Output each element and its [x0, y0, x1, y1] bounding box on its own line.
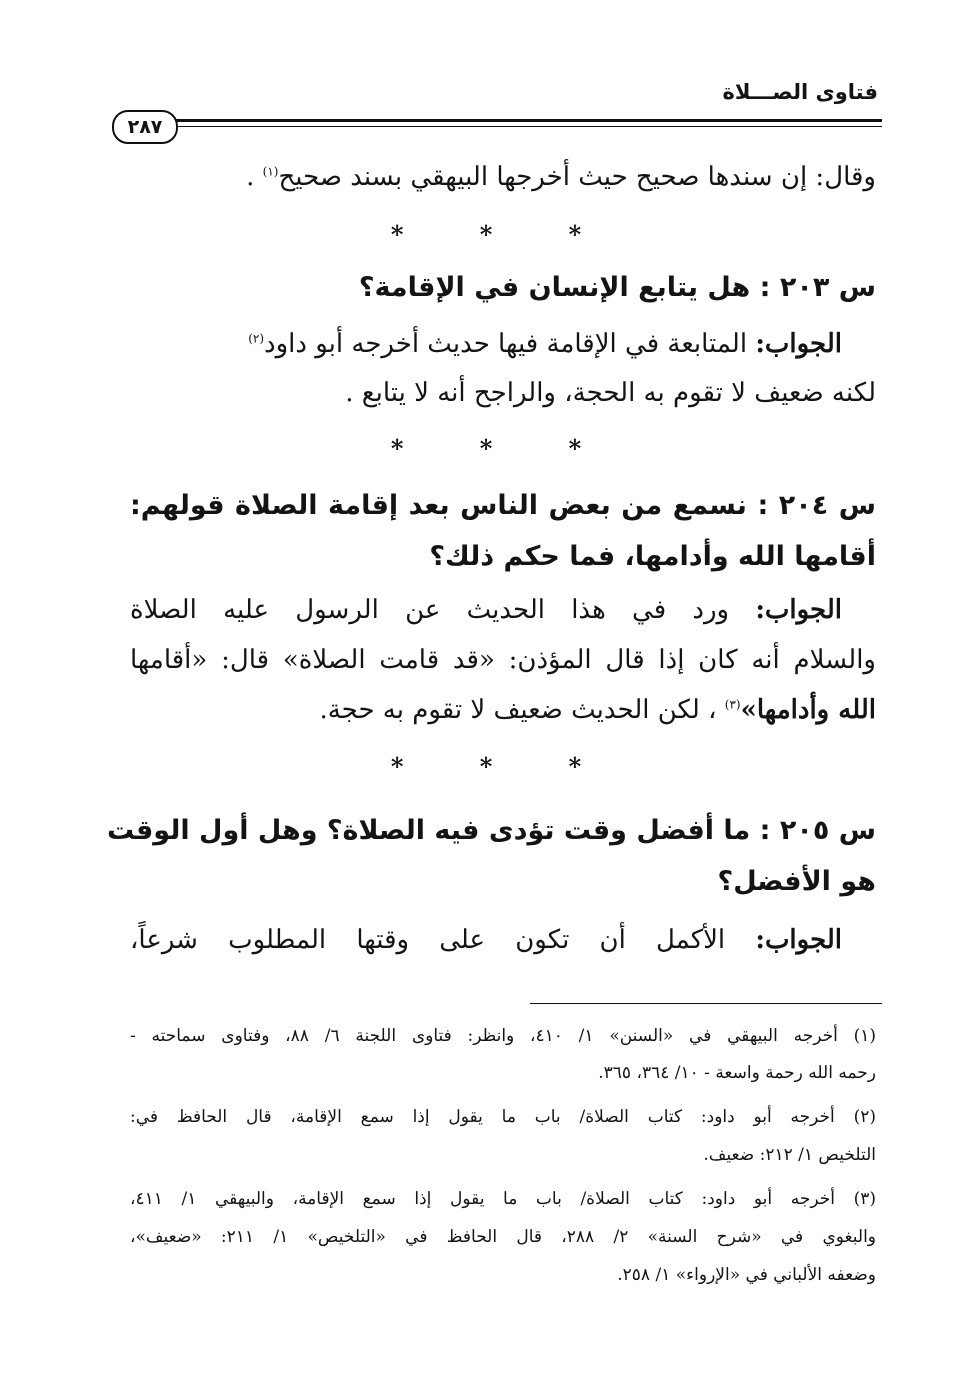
answer-203-line-2: لكنه ضعيف لا تقوم به الحجة، والراجح أنه لا يتابع .	[345, 378, 876, 408]
answer-label: الجواب:	[755, 595, 842, 625]
footnote-rule	[530, 1003, 882, 1004]
footnote-3-line-2: والبغوي في «شرح السنة» ٢/ ٢٨٨، قال الحافظ في «التلخيص» ١/ ٢١١: «ضعيف»،	[130, 1227, 876, 1247]
answer-204-line-1	[130, 595, 842, 625]
answer-label: الجواب:	[755, 329, 842, 359]
separator-stars: * * *	[390, 752, 616, 781]
answer-text: ، لكن الحديث ضعيف لا تقوم به حجة.	[319, 695, 717, 725]
footnote-1-line-1: (١) أخرجه البيهقي في «السنن» ١/ ٤١٠، وانظر: فتاوى اللجنة ٦/ ٨٨، وفتاوى سماحته -	[130, 1026, 877, 1046]
continuation-period: .	[246, 162, 255, 192]
answer-text: ورد في هذا الحديث عن الرسول عليه الصلاة	[130, 595, 730, 625]
question-number: س ٢٠٣ :	[759, 272, 876, 303]
separator-stars: * * *	[390, 220, 616, 249]
question-203	[130, 272, 876, 303]
question-205-line-1	[107, 815, 876, 846]
question-204-line-2: أقامها الله وأدامها، فما حكم ذلك؟	[429, 541, 876, 572]
answer-204-line-2: والسلام أنه كان إذا قال المؤذن: «قد قامت الصلاة» قال: «أقامها	[130, 645, 876, 675]
footnote-3-line-1: (٣) أخرجه أبو داود: كتاب الصلاة/ باب ما يقول إذا سمع الإقامة، والبيهقي ١/ ٤١١،	[130, 1189, 876, 1209]
question-number: س ٢٠٤ :	[757, 490, 876, 521]
page-number: ٢٨٧	[112, 110, 178, 144]
question-text: هل يتابع الإنسان في الإقامة؟	[358, 272, 751, 303]
question-205-line-2: هو الأفضل؟	[717, 866, 876, 897]
footnote-ref-2: (٢)	[248, 331, 265, 346]
footnote-ref-3: (٣)	[724, 697, 741, 712]
answer-quote: الله وأدامها»	[740, 695, 876, 725]
answer-205-line-1	[130, 925, 842, 955]
footnote-3-line-3: وضعفه الألباني في «الإرواء» ١/ ٢٥٨.	[617, 1265, 876, 1285]
answer-text: المتابعة في الإقامة فيها حديث أخرجه أبو داود	[264, 329, 748, 359]
separator-stars: * * *	[390, 434, 616, 463]
continuation-line	[130, 162, 876, 192]
continuation-text: وقال: إن سندها صحيح حيث أخرجها البيهقي بسند صحيح	[278, 162, 876, 192]
running-header: فتاوى الصـــلاة	[722, 80, 878, 104]
footnote-1-line-2: رحمه الله رحمة واسعة - ١٠/ ٣٦٤، ٣٦٥.	[598, 1063, 876, 1083]
answer-204-line-3	[130, 695, 876, 725]
question-number: س ٢٠٥ :	[759, 815, 876, 846]
footnote-2-line-2: التلخيص ١/ ٢١٢: ضعيف.	[703, 1145, 876, 1165]
question-text: ما أفضل وقت تؤدى فيه الصلاة؟ وهل أول الوقت	[107, 815, 751, 846]
footnote-ref-1: (١)	[262, 164, 279, 179]
question-text: نسمع من بعض الناس بعد إقامة الصلاة قولهم:	[130, 490, 747, 521]
answer-text: الأكمل أن تكون على وقتها المطلوب شرعاً،	[130, 925, 726, 955]
answer-203-line-1	[130, 329, 842, 359]
question-204-line-1	[130, 490, 876, 521]
footnote-2-line-1: (٢) أخرجه أبو داود: كتاب الصلاة/ باب ما يقول إذا سمع الإقامة، قال الحافظ في:	[130, 1107, 876, 1127]
header-rule-thin	[120, 126, 882, 127]
header-rule	[120, 119, 882, 122]
answer-label: الجواب:	[755, 925, 843, 955]
